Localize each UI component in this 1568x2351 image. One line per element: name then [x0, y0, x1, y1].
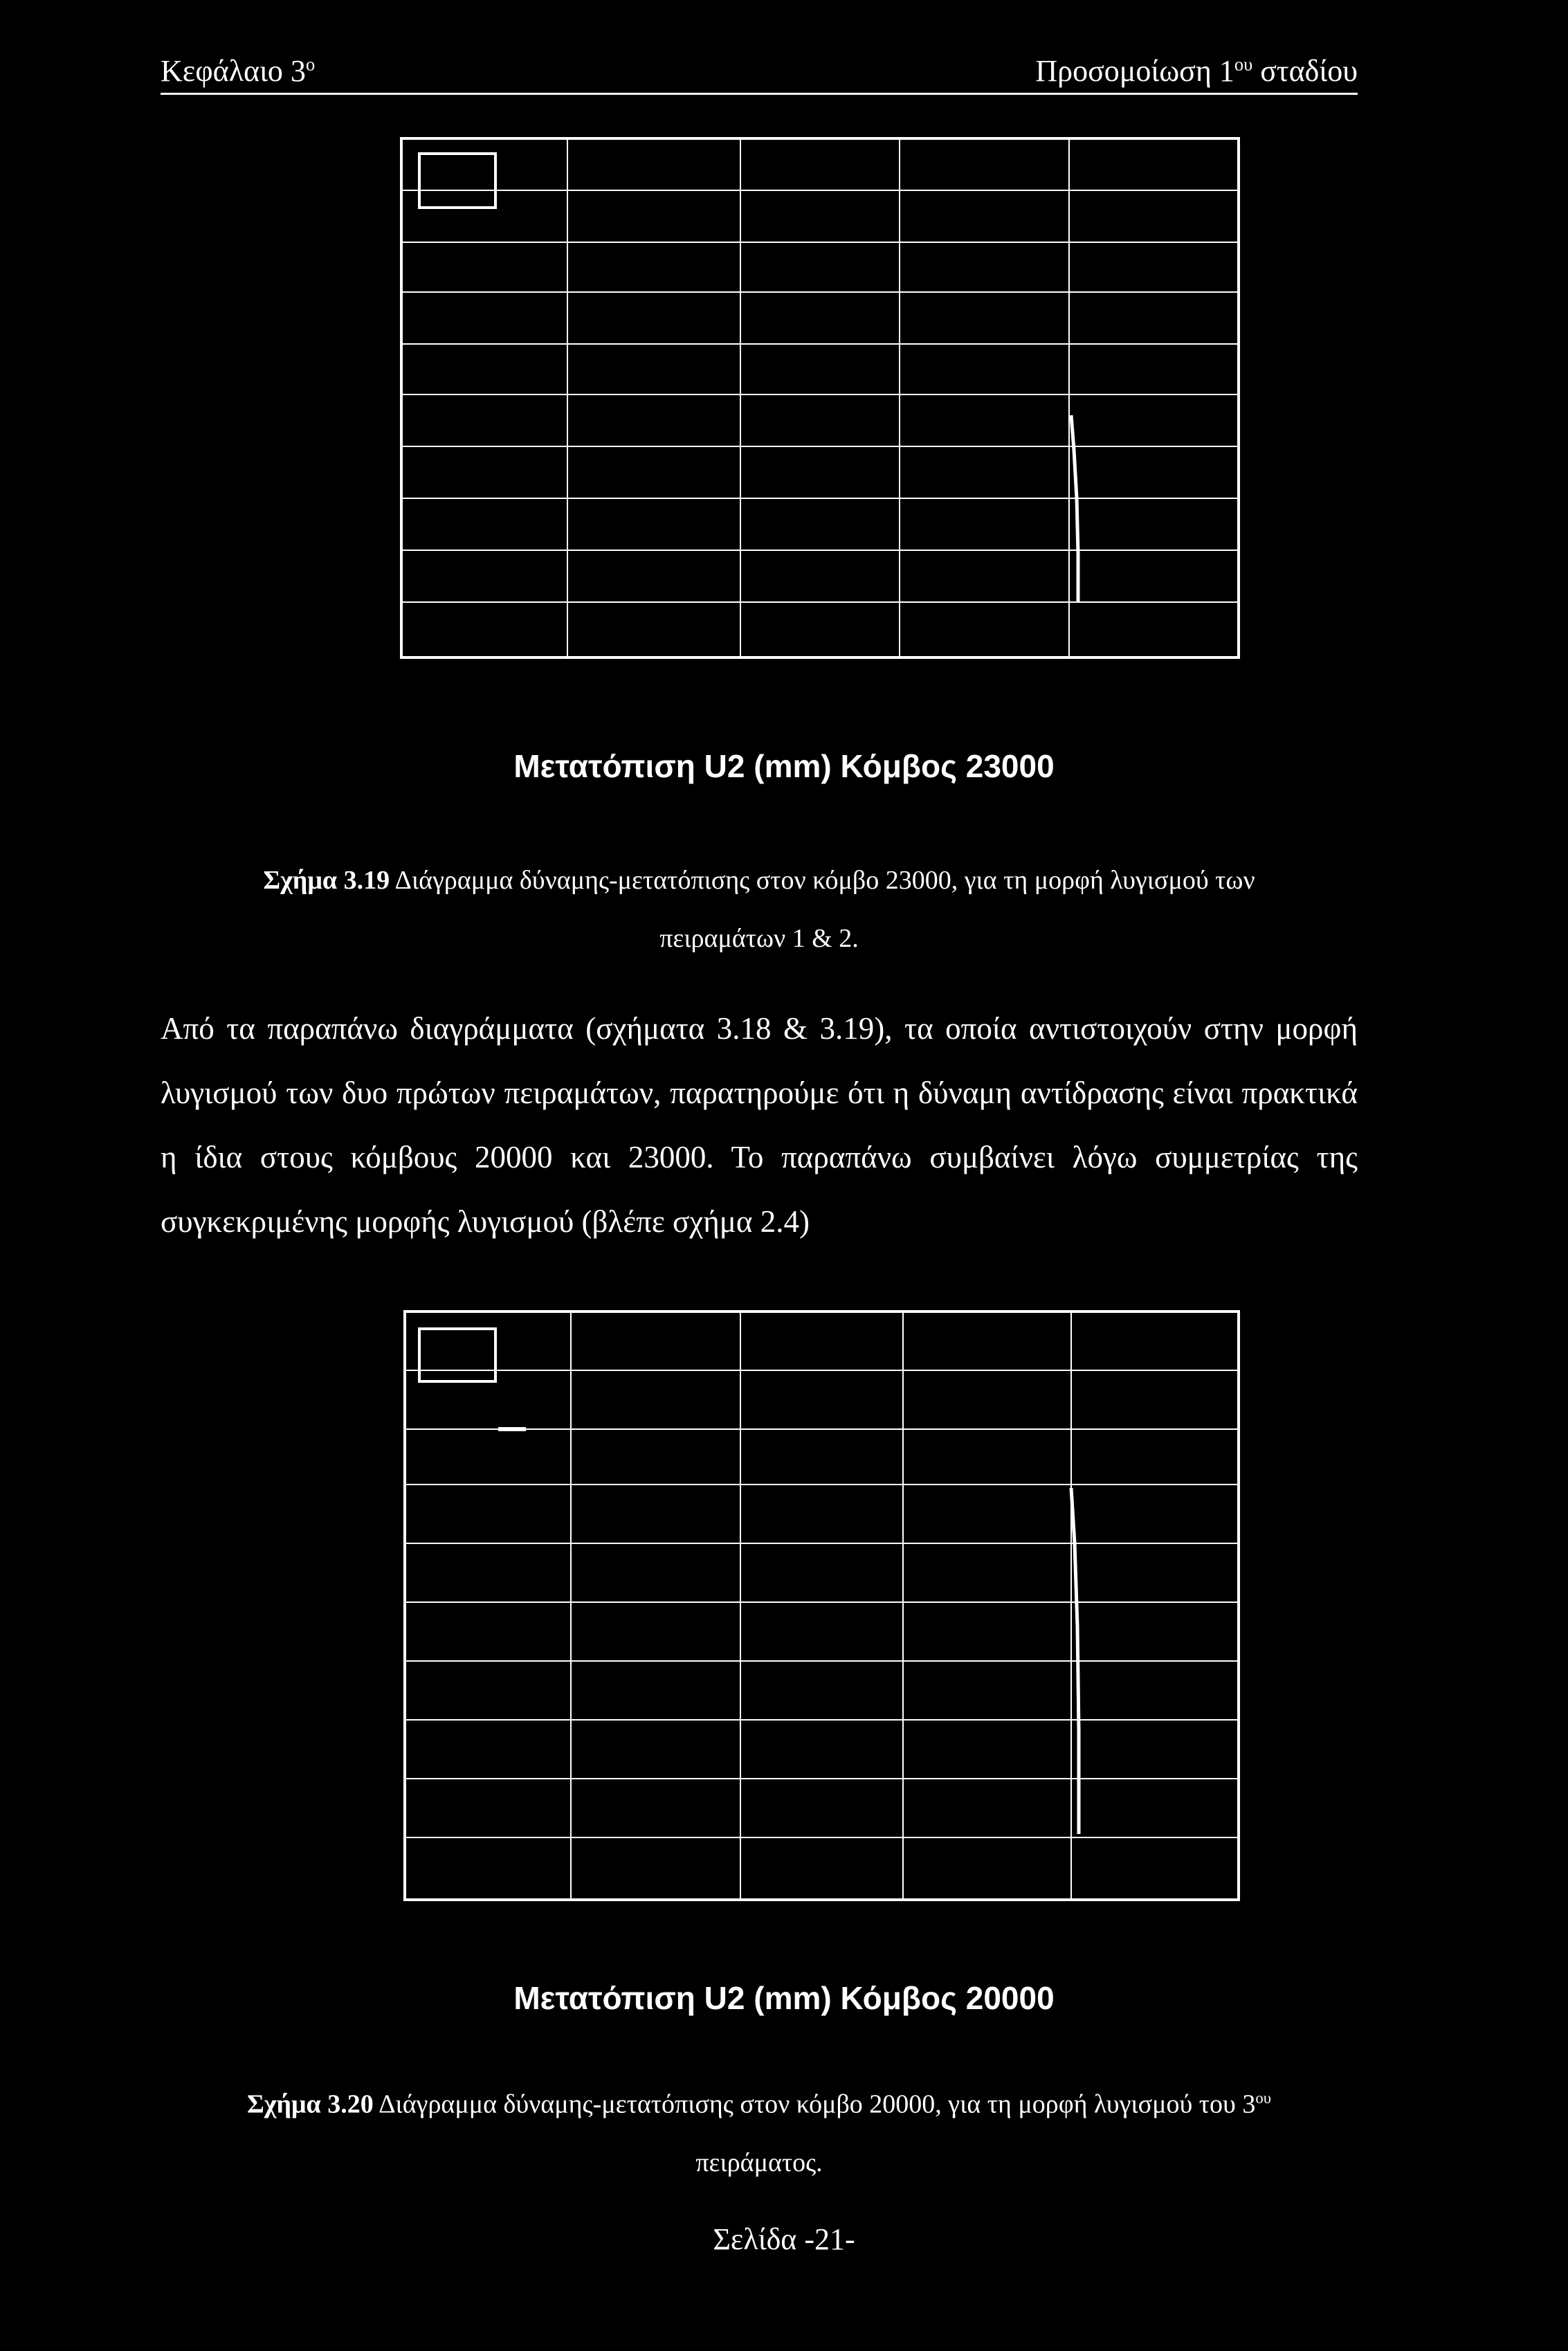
- chapter-label: Κεφάλαιο $3^o$: [161, 53, 316, 88]
- page-number: Σελίδα -21-: [713, 2222, 855, 2256]
- figure-2-frame: [405, 1311, 1239, 1900]
- figure-2-caption: Σχήμα 3.20 Διάγραμμα δύναμης-μετατόπισης στον κόμβο 20000, για τη μορφή λυγισμού του $3^{o\upsilon}$ πειράματος.: [246, 2089, 1272, 2177]
- figure-1-caption: Σχήμα 3.19 Διάγραμμα δύναμης-μετατόπισης στον κόμβο 23000, για τη μορφή λυγισμού των πειραμάτων 1 & 2.: [263, 866, 1255, 953]
- figure-2-legend-box: [419, 1329, 495, 1381]
- section-label: Προσομοίωση $1^{o\upsilon}$ σταδίου: [1035, 53, 1358, 88]
- figure-2-title: Μετατόπιση U2 (mm) Κόμβος 20000: [513, 1980, 1055, 2016]
- figure-2-grid: [406, 1313, 1237, 1898]
- figure-1-title: Μετατόπιση U2 (mm) Κόμβος 23000: [513, 748, 1055, 784]
- body-paragraph: Από τα παραπάνω διαγράμματα (σχήματα 3.18 & 3.19), τα οποία αντιστοιχούν στην μορφή λυγισμού των δυο πρώτων πειραμάτων, παρατηρούμε ότι η δύναμη αντίδρασης είναι πρακτικά η ίδια στους κόμβους 20000 και 23000. Το παραπάνω συμβαίνει λόγω συμμετρίας της συγκεκριμένης μορφής λυγισμού (βλέπε σχήμα 2.4): [161, 1011, 1358, 1239]
